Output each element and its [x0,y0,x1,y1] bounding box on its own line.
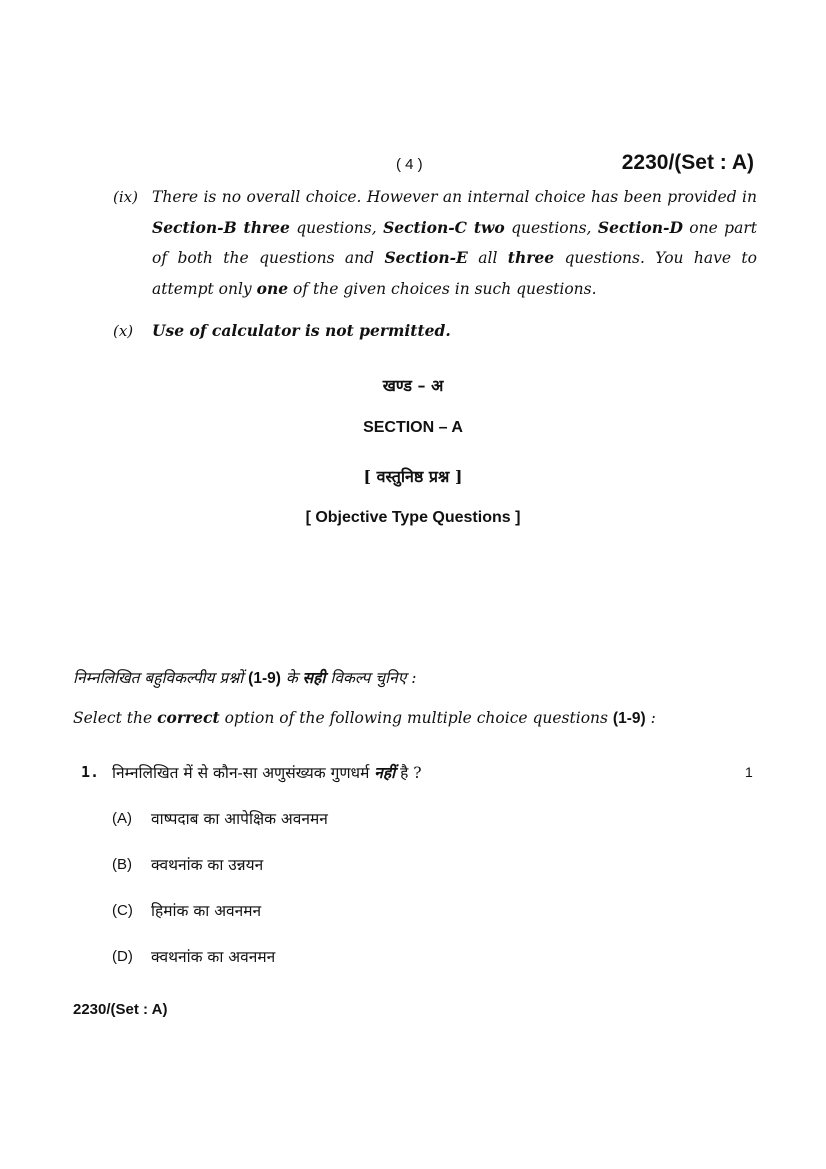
option-d-text: क्वथनांक का अवनमन [151,948,276,966]
page-number: ( 4 ) [396,156,423,173]
option-d-label: (D) [112,948,133,965]
section-title-hindi: खण्ड – अ [382,376,444,395]
section-subtitle-hindi: [ वस्तुनिष्ठ प्रश्न ] [363,467,463,486]
paper-code-header: 2230/(Set : A) [621,151,754,174]
option-a-text: वाष्पदाब का आपेक्षिक अवनमन [151,810,328,828]
option-c-text: हिमांक का अवनमन [151,902,262,920]
option-a-label: (A) [112,810,132,827]
option-b-text: क्वथनांक का उन्नयन [151,856,264,874]
instruction-x-label: (x) [113,322,134,340]
instruction-ix-label: (ix) [113,188,138,206]
section-title: SECTION – A [363,419,463,436]
question-marks: 1 [745,764,753,780]
question-text: निम्नलिखित में से कौन-सा अणुसंख्यक गुणधर्म नहीं है ? [112,763,422,782]
option-b-label: (B) [112,856,132,873]
mcq-instruction-hindi: निम्नलिखित बहुविकल्पीय प्रश्नों (1-9) के सही विकल्प चुनिए : [73,668,417,687]
option-c-label: (C) [112,902,133,919]
instruction-x-text: Use of calculator is not permitted. [152,321,451,340]
paper-code-footer: 2230/(Set : A) [73,1001,168,1018]
section-subtitle: [ Objective Type Questions ] [305,509,521,526]
mcq-instruction: Select the correct option of the following multiple choice questions (1-9) : [73,708,656,727]
question-number: 1. [81,763,100,781]
instruction-ix-text: There is no overall choice. However an internal choice has been provided in Section-B three questions, Section-C two questions, Section-D one part of both the questions and Section-E all three questions. You have to attempt only one of the given choices in such questions. [152,188,757,298]
